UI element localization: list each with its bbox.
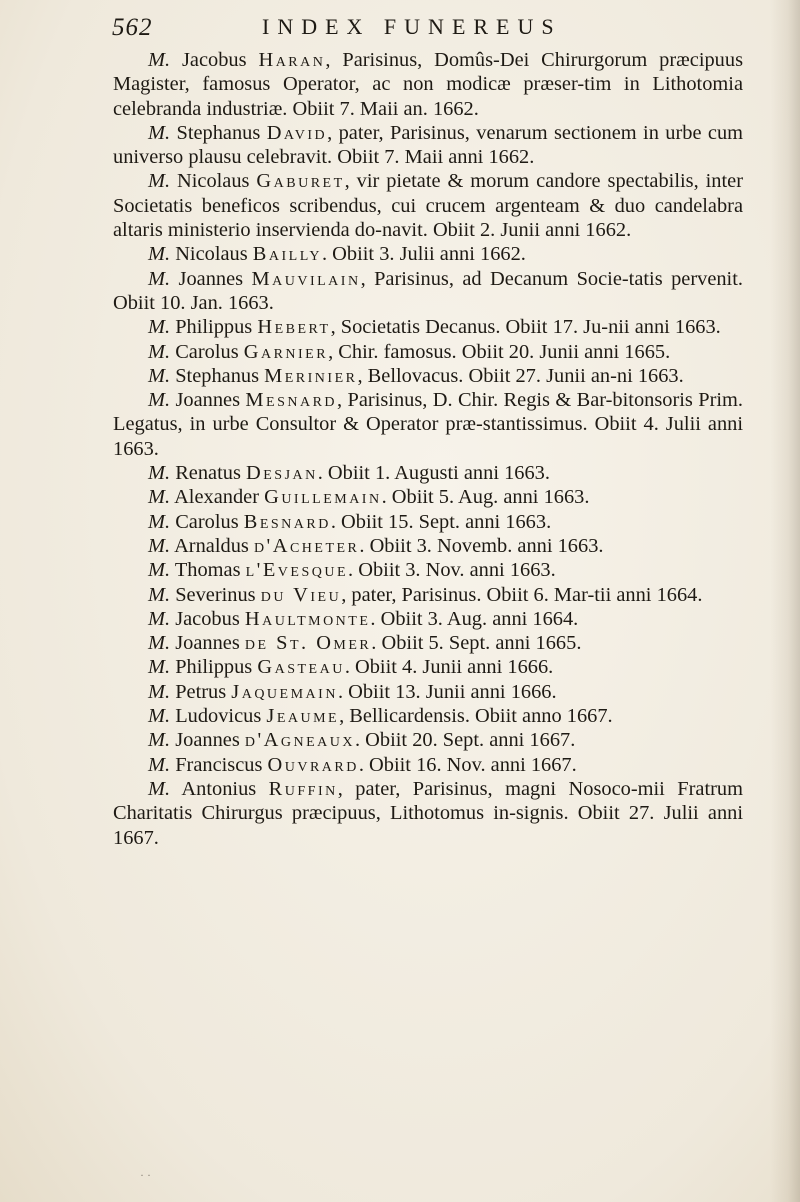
index-entry [113, 388, 743, 461]
entry-given-name: M. Alexander [148, 486, 259, 509]
index-entry [113, 510, 743, 534]
index-entry [113, 558, 743, 582]
entry-given-name: M. Severinus [148, 583, 256, 606]
magister-abbrev: M. [148, 340, 171, 363]
magister-abbrev: M. [148, 49, 171, 71]
entry-description: . Obiit 3. Novemb. anni 1663. [359, 534, 604, 557]
entry-description: . Obiit 15. Sept. anni 1663. [330, 510, 552, 533]
magister-abbrev: M. [148, 486, 171, 509]
entry-description: . Obiit 3. Aug. anni 1664. [370, 607, 579, 630]
magister-abbrev: M. [148, 583, 171, 606]
entry-surname: d'Agneaux [244, 729, 355, 752]
entry-surname: Hebert [257, 316, 331, 339]
magister-abbrev: M. [148, 243, 171, 266]
entry-surname: du Vieu [260, 583, 342, 606]
entry-given-name: M. Jacobus [148, 49, 247, 71]
index-entry [113, 121, 743, 170]
entry-surname: Jeaume [266, 705, 340, 728]
magister-abbrev: M. [148, 267, 171, 290]
index-entry [113, 583, 743, 607]
magister-abbrev: M. [148, 656, 171, 679]
entry-surname: Ruffin [268, 777, 338, 800]
entry-surname: Gasteau [257, 656, 345, 679]
entry-surname: Gaburet [256, 170, 345, 193]
index-entry [113, 607, 743, 631]
magister-abbrev: M. [148, 534, 171, 557]
magister-abbrev: M. [148, 777, 171, 800]
entry-description: . Obiit 4. Junii anni 1666. [344, 656, 554, 679]
entry-given-name: M. Joannes [148, 729, 240, 752]
magister-abbrev: M. [148, 607, 171, 630]
index-text [113, 48, 743, 850]
running-header [112, 14, 672, 44]
entry-surname: d'Acheter [253, 534, 360, 557]
entry-surname: Bailly [252, 243, 322, 266]
magister-abbrev: M. [148, 753, 171, 776]
entry-description: , pater, Parisinus, magni Nosoco-mii Fratrum Charitatis Chirurgus præcipuus, Lithotomus in-signis. Obiit 27. Julii anni 1667. [113, 777, 743, 849]
entry-description: . Obiit 1. Augusti anni 1663. [317, 462, 550, 485]
entry-description: , Parisinus, Domûs-Dei Chirurgorum præcipuus Magister, famosus Operator, ac non modicæ præser-tim in Lithotomia celebranda industriæ. Obiit 7. Maii an. 1662. [113, 49, 744, 120]
magister-abbrev: M. [148, 729, 171, 752]
entry-description: , Chir. famosus. Obiit 20. Junii anni 1665. [328, 340, 671, 363]
index-entry [113, 680, 743, 704]
entry-given-name: M. Stephanus [148, 364, 260, 387]
index-entry [113, 267, 743, 316]
index-entry [113, 169, 743, 242]
entry-surname: Garnier [243, 340, 329, 363]
index-entry [113, 704, 743, 728]
magister-abbrev: M. [148, 559, 171, 582]
entry-surname: Guillemain [264, 486, 382, 509]
entry-surname: Desjan [246, 462, 318, 485]
entry-given-name: M. Antonius [148, 777, 257, 800]
entry-given-name: M. Carolus [148, 340, 239, 363]
entry-given-name: M. Philippus [148, 316, 253, 339]
magister-abbrev: M. [148, 462, 171, 485]
entry-surname: Ouvrard [267, 753, 359, 776]
entry-given-name: M. Joannes [148, 632, 240, 655]
entry-given-name: M. Stephanus [148, 121, 261, 144]
entry-given-name: M. Nicolaus [148, 243, 248, 266]
index-entry [113, 655, 743, 679]
entry-surname: David [266, 121, 328, 144]
running-title: INDEX FUNEREUS [262, 14, 562, 39]
entry-description: , Bellovacus. Obiit 27. Junii an-ni 1663. [357, 364, 684, 387]
entry-surname: Merinier [264, 364, 358, 387]
page-edge-shadow [770, 0, 800, 1202]
entry-description: . Obiit 16. Nov. anni 1667. [358, 753, 577, 776]
entry-given-name: M. Philippus [148, 656, 253, 679]
entry-description: , pater, Parisinus. Obiit 6. Mar-tii anni 1664. [341, 583, 703, 606]
entry-description: . Obiit 5. Aug. anni 1663. [381, 486, 590, 509]
entry-description: , pater, Parisinus, venarum sectionem in urbe cum universo plausu celebravit. Obiit 7. Maii anni 1662. [113, 121, 744, 169]
magister-abbrev: M. [148, 121, 171, 144]
entry-given-name: M. Thomas [148, 559, 241, 582]
entry-description: , vir pietate & morum candore spectabilis, inter Societatis beneficos scribendus, cui crucem argenteam & duo candelabra altaris ministerio inservienda do-navit. Obiit 2. Junii anni 1662. [113, 170, 743, 242]
index-entry [113, 364, 743, 388]
magister-abbrev: M. [148, 389, 171, 412]
magister-abbrev: M. [148, 680, 171, 703]
entry-given-name: M. Franciscus [148, 753, 263, 776]
entry-description: . Obiit 3. Julii anni 1662. [321, 243, 526, 266]
entry-given-name: M. Arnaldus [148, 534, 249, 557]
entry-description: , Bellicardensis. Obiit anno 1667. [339, 705, 613, 728]
magister-abbrev: M. [148, 632, 171, 655]
entry-surname: Mauvilain [251, 267, 361, 290]
entry-surname: de St. Omer [244, 632, 372, 655]
entry-description: , Parisinus, ad Decanum Socie-tatis pervenit. Obiit 10. Jan. 1663. [113, 267, 743, 314]
entry-description: . Obiit 20. Sept. anni 1667. [354, 729, 576, 752]
entry-surname: Jaquemain [231, 680, 338, 703]
entry-given-name: M. Renatus [148, 462, 241, 485]
magister-abbrev: M. [148, 705, 171, 728]
index-entry [113, 631, 743, 655]
magister-abbrev: M. [148, 170, 171, 193]
entry-surname: Haran [258, 49, 326, 71]
index-entry [113, 753, 743, 777]
entry-given-name: M. Carolus [148, 510, 239, 533]
index-entry [113, 461, 743, 485]
magister-abbrev: M. [148, 364, 171, 387]
index-entry [113, 242, 743, 266]
index-entry [113, 48, 743, 121]
entry-given-name: M. Petrus [148, 680, 227, 703]
index-entry [113, 534, 743, 558]
magister-abbrev: M. [148, 316, 171, 339]
index-entry [113, 315, 743, 339]
entry-description: . Obiit 5. Sept. anni 1665. [371, 632, 582, 655]
index-entry [113, 485, 743, 509]
index-entry [113, 728, 743, 752]
magister-abbrev: M. [148, 510, 171, 533]
entry-surname: l'Evesque [245, 559, 349, 582]
index-entry [113, 777, 743, 850]
entry-given-name: M. Joannes [148, 267, 244, 290]
entry-given-name: M. Jacobus [148, 607, 240, 630]
entry-given-name: M. Nicolaus [148, 170, 250, 193]
entry-description: . Obiit 13. Junii anni 1666. [337, 680, 557, 703]
entry-surname: Haultmonte [244, 607, 371, 630]
entry-description: , Parisinus, D. Chir. Regis & Bar-bitonsoris Prim. Legatus, in urbe Consultor & Operator præ-stantissimus. Obiit 4. Julii anni 1663. [113, 389, 743, 460]
ink-smudge: · · [140, 1168, 151, 1182]
entry-surname: Mesnard [245, 389, 338, 412]
index-entry [113, 340, 743, 364]
entry-given-name: M. Joannes [148, 389, 241, 412]
page-number: 562 [112, 14, 153, 41]
entry-surname: Besnard [243, 510, 331, 533]
entry-description: , Societatis Decanus. Obiit 17. Ju-nii anni 1663. [330, 316, 721, 339]
entry-given-name: M. Ludovicus [148, 705, 262, 728]
entry-description: . Obiit 3. Nov. anni 1663. [348, 559, 556, 582]
